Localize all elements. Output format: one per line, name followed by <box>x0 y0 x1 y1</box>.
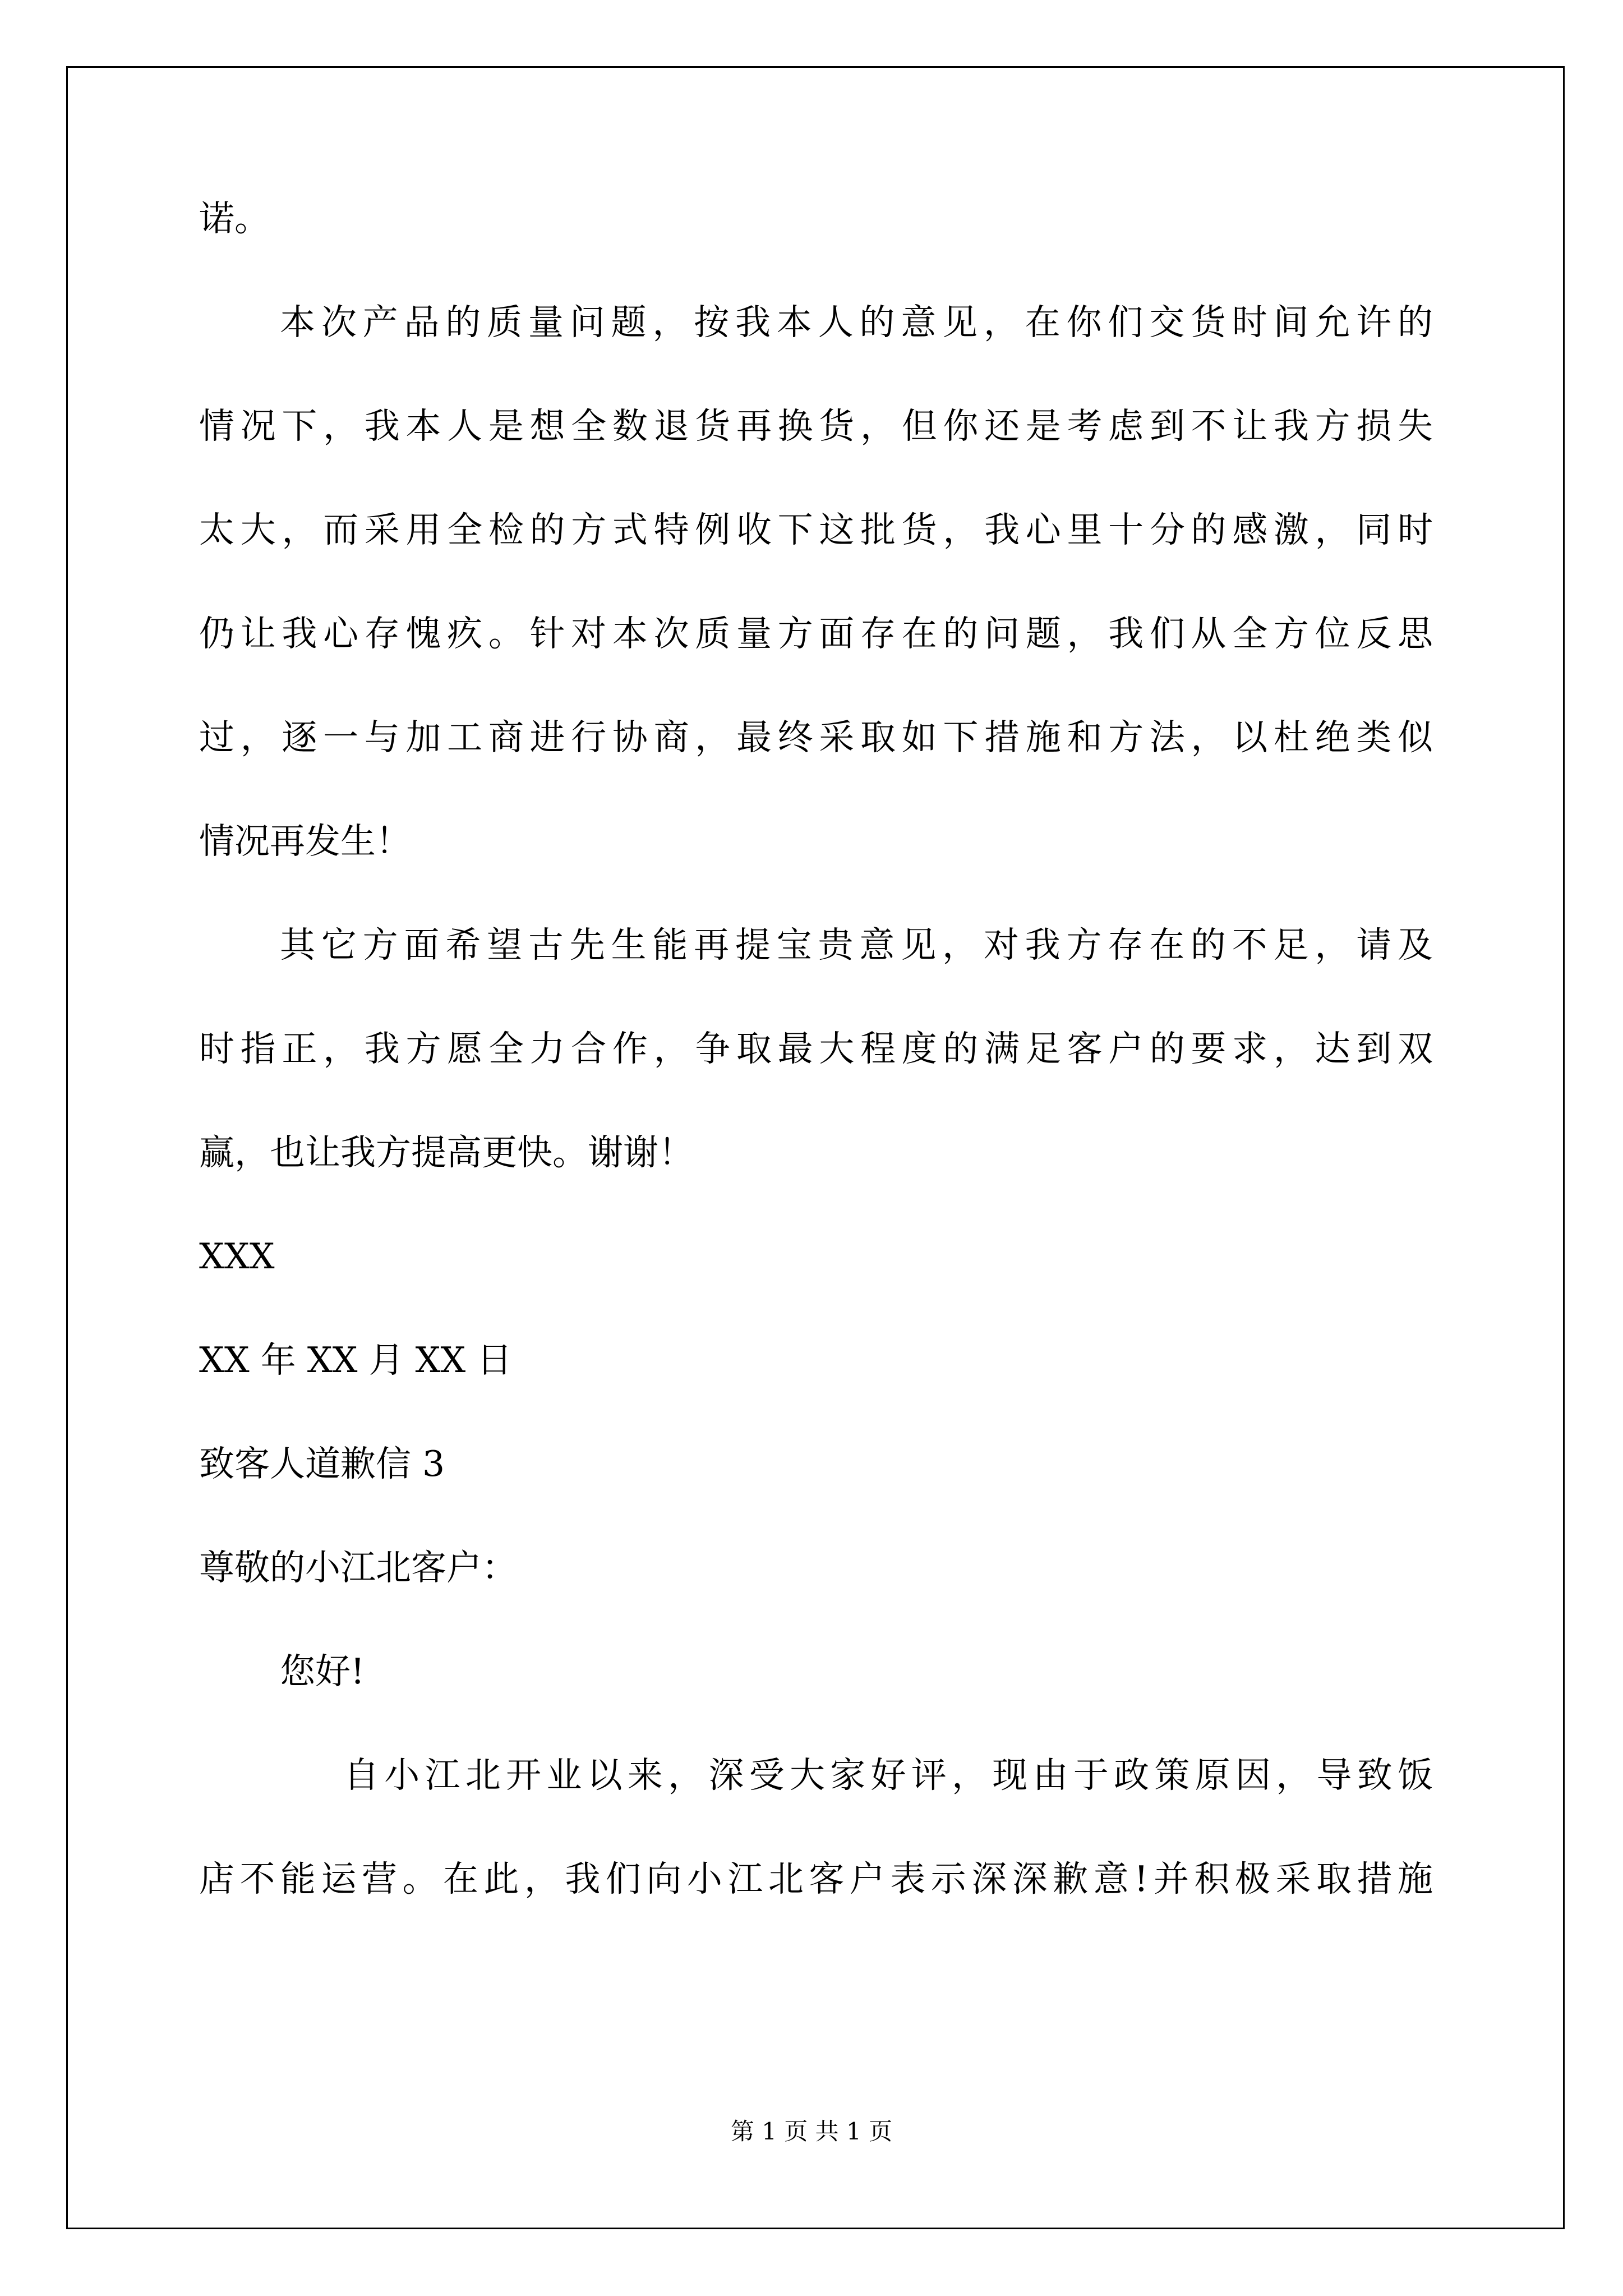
paragraph-line: 赢，也让我方提高更快。谢谢！ <box>199 1132 694 1173</box>
signature-name: XXX <box>199 1236 275 1277</box>
paragraph-line: 本次产品的质量问题，按我本人的意见，在你们交货时间允许的 <box>280 302 1433 343</box>
paragraph-line: 店不能运营。在此，我们向小江北客户表示深深歉意!并积极采取措施 <box>199 1858 1433 1899</box>
greeting: 您好! <box>280 1651 365 1692</box>
paragraph-line: 仍让我心存愧疚。针对本次质量方面存在的问题，我们从全方位反思 <box>199 613 1433 654</box>
paragraph-line: 情况再发生！ <box>199 821 411 862</box>
letter-heading: 致客人道歉信 3 <box>199 1443 445 1484</box>
paragraph-line: 诺。 <box>199 198 270 239</box>
paragraph-line: 太大，而采用全检的方式特例收下这批货，我心里十分的感激，同时 <box>199 509 1433 550</box>
paragraph-line: 自小江北开业以来，深受大家好评，现由于政策原因，导致饭 <box>344 1755 1433 1796</box>
paragraph-line: 情况下，我本人是想全数退货再换货，但你还是考虑到不让我方损失 <box>199 406 1433 447</box>
paragraph-line: 时指正，我方愿全力合作，争取最大程度的满足客户的要求，达到双 <box>199 1028 1433 1069</box>
salutation: 尊敬的小江北客户： <box>199 1547 517 1588</box>
paragraph-line: 过，逐一与加工商进行协商，最终采取如下措施和方法，以杜绝类似 <box>199 717 1433 758</box>
page-footer: 第 1 页 共 1 页 <box>730 2118 893 2145</box>
signature-date: XX 年 XX 月 XX 日 <box>199 1340 513 1381</box>
paragraph-line: 其它方面希望古先生能再提宝贵意见，对我方存在的不足，请及 <box>280 924 1433 965</box>
